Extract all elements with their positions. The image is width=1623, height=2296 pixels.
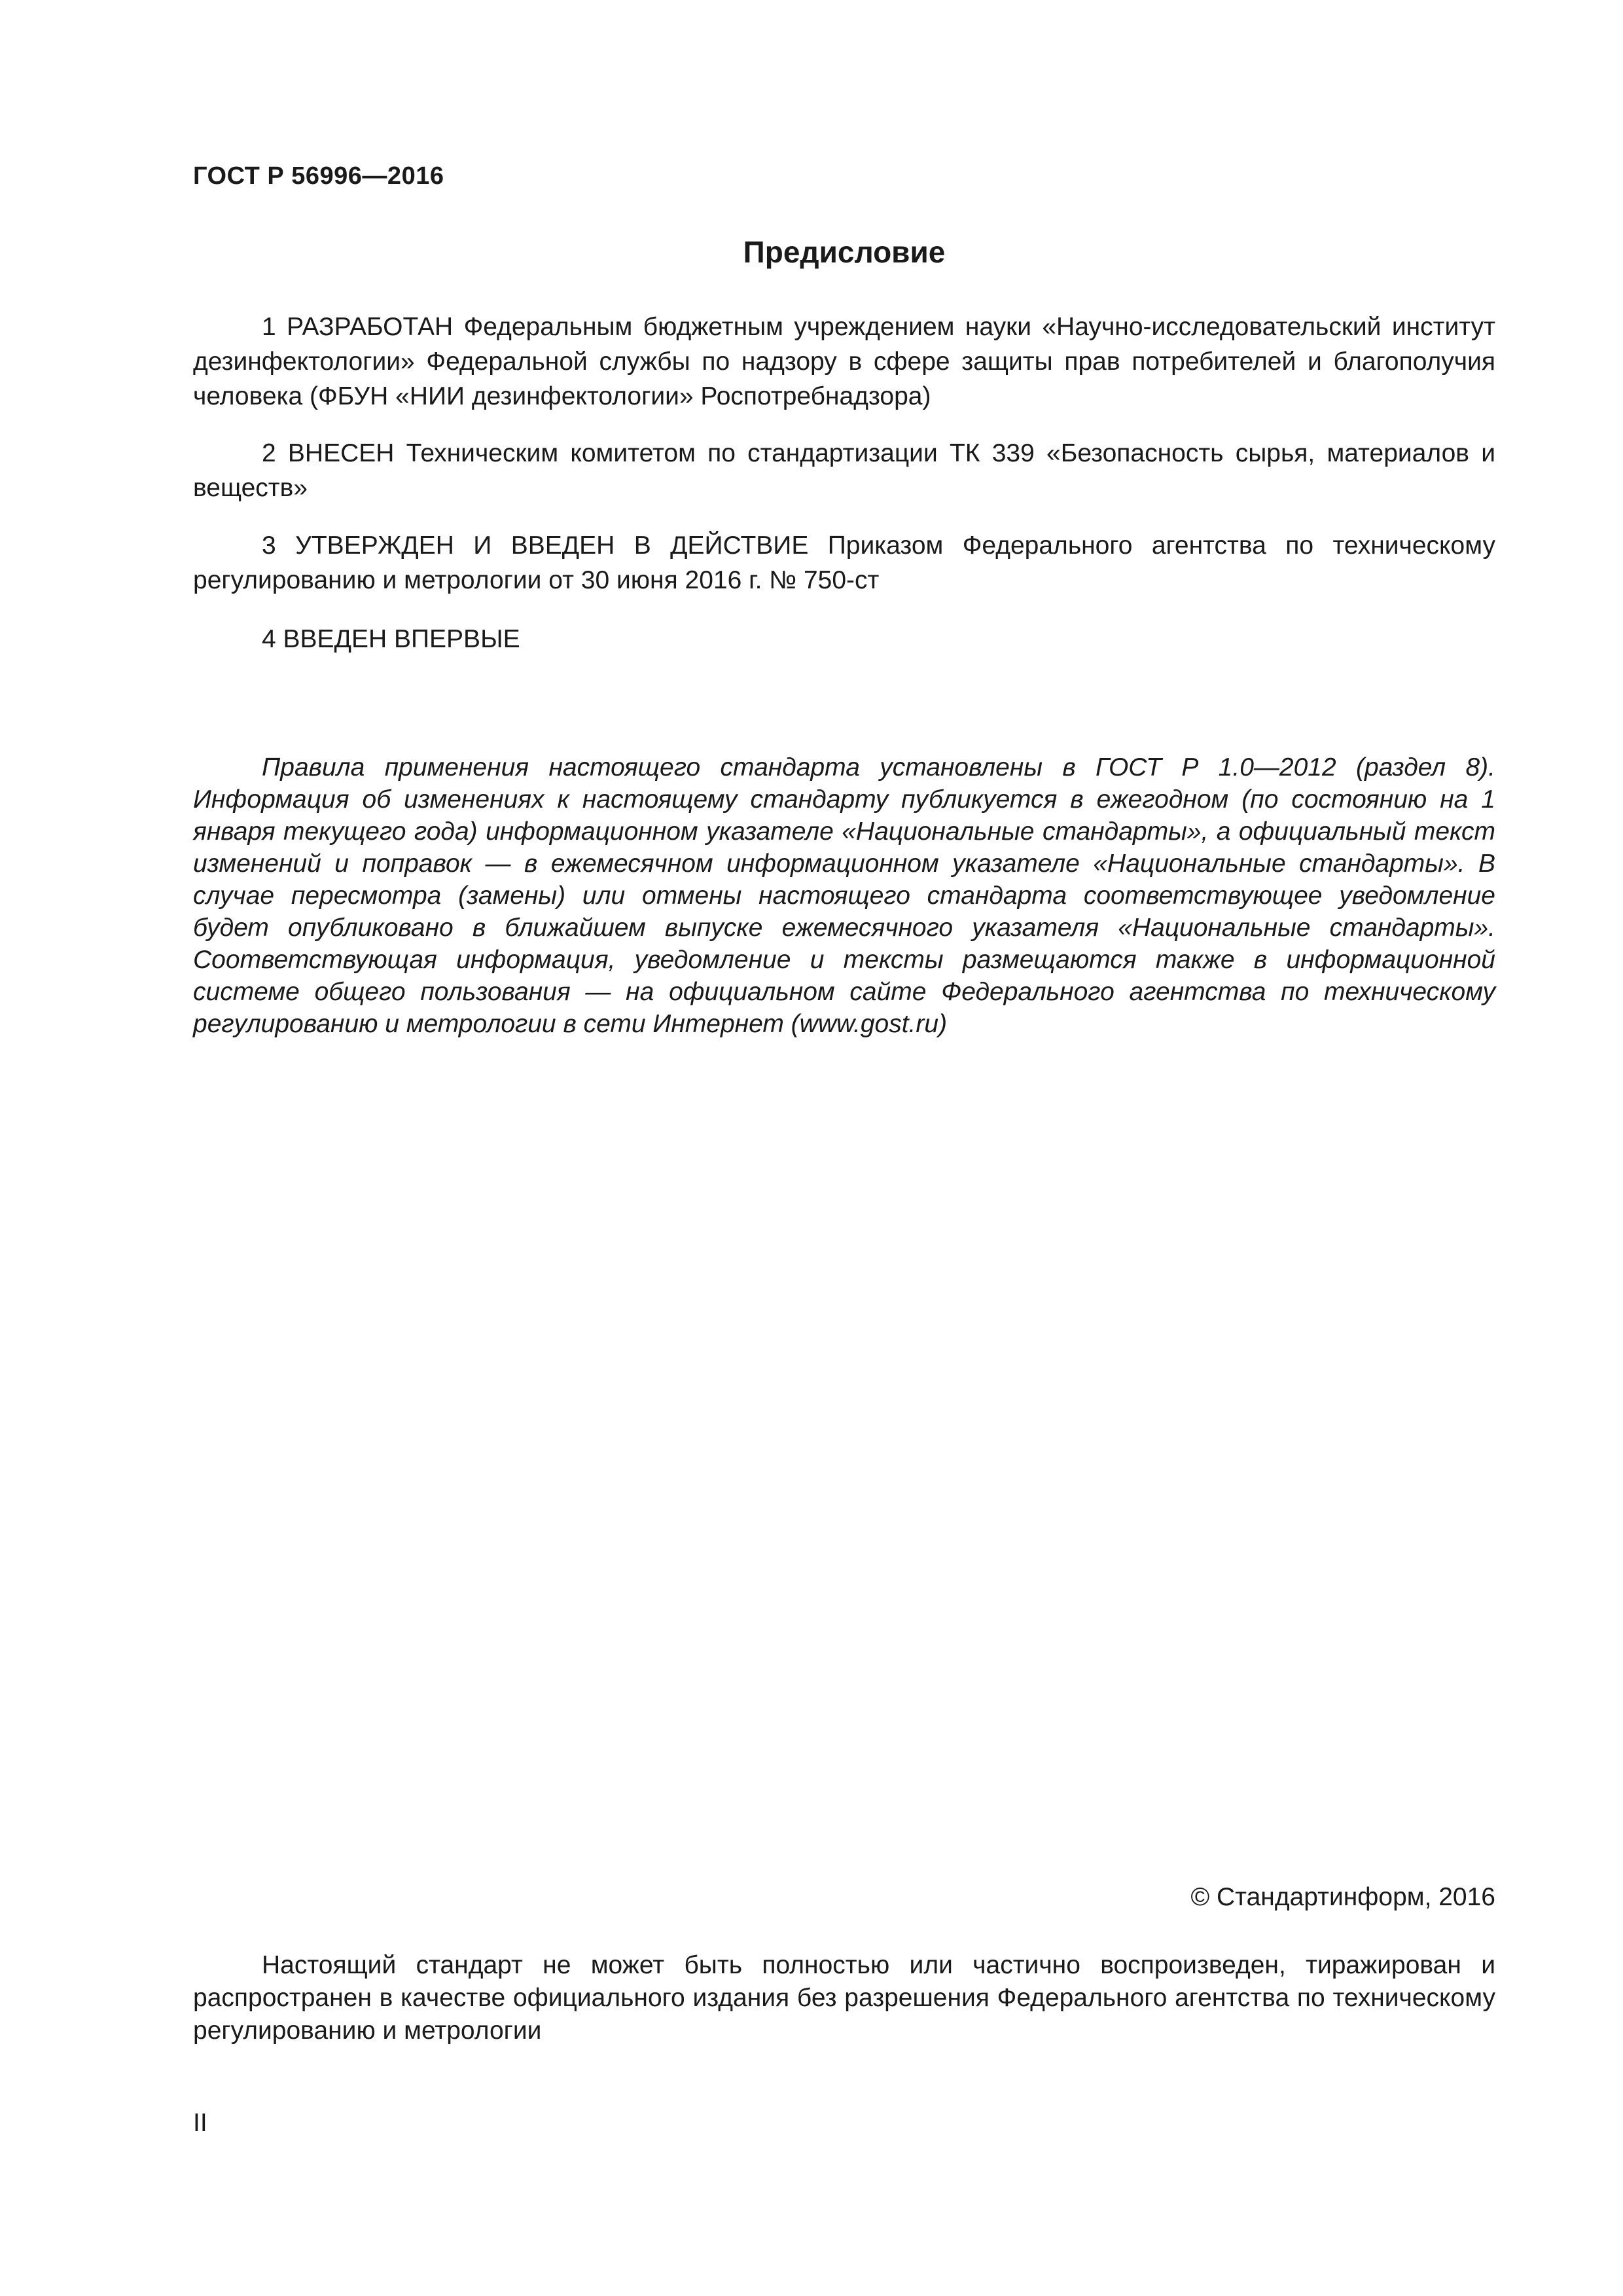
reproduction-rights-notice: Настоящий стандарт не может быть полностью или частично воспроизведен, тиражирован и распространен в качестве официального издания без разрешения Федерального агентства по техническому регулированию и метрологии	[193, 1951, 1495, 2045]
foreword-item-2: 2 ВНЕСЕН Техническим комитетом по стандартизации ТК 339 «Безопасность сырья, материалов и веществ»	[193, 439, 1495, 502]
copyright-line: © Стандартинформ, 2016	[1190, 1883, 1495, 1911]
foreword-item-4: 4 ВВЕДЕН ВПЕРВЫЕ	[262, 625, 520, 653]
application-rules-notice: Правила применения настоящего стандарта установлены в ГОСТ Р 1.0—2012 (раздел 8). Информация об изменениях к настоящему стандарту публикуется в ежегодном (по состоянию на 1 января текущего года) информационном указателе «Национальные стандарты», а официальный текст изменений и поправок — в ежемесячном информационном указателе «Национальные стандарты». В случае пересмотра (замены) или отмены настоящего стандарта соответствующее уведомление будет опубликовано в ближайшем выпуске ежемесячного указателя «Национальные стандарты». Соответствующая информация, уведомление и тексты размещаются также в информационной системе общего пользования — на официальном сайте Федерального агентства по техническому регулированию и метрологии в сети Интернет (www.gost.ru)	[193, 753, 1495, 1038]
foreword-item-3: 3 УТВЕРЖДЕН И ВВЕДЕН В ДЕЙСТВИЕ Приказом Федерального агентства по техническому регулированию и метрологии от 30 июня 2016 г. № 750-ст	[193, 531, 1495, 594]
page-number: II	[193, 2109, 207, 2137]
page-title: Предисловие	[743, 235, 946, 269]
foreword-item-1: 1 РАЗРАБОТАН Федеральным бюджетным учреждением науки «Научно-исследовательский институт дезинфектологии» Федеральной службы по надзору в сфере защиты прав потребителей и благополучия человека (ФБУН «НИИ дезинфектологии» Роспотребнадзора)	[193, 313, 1495, 410]
document-code: ГОСТ Р 56996—2016	[193, 162, 444, 190]
